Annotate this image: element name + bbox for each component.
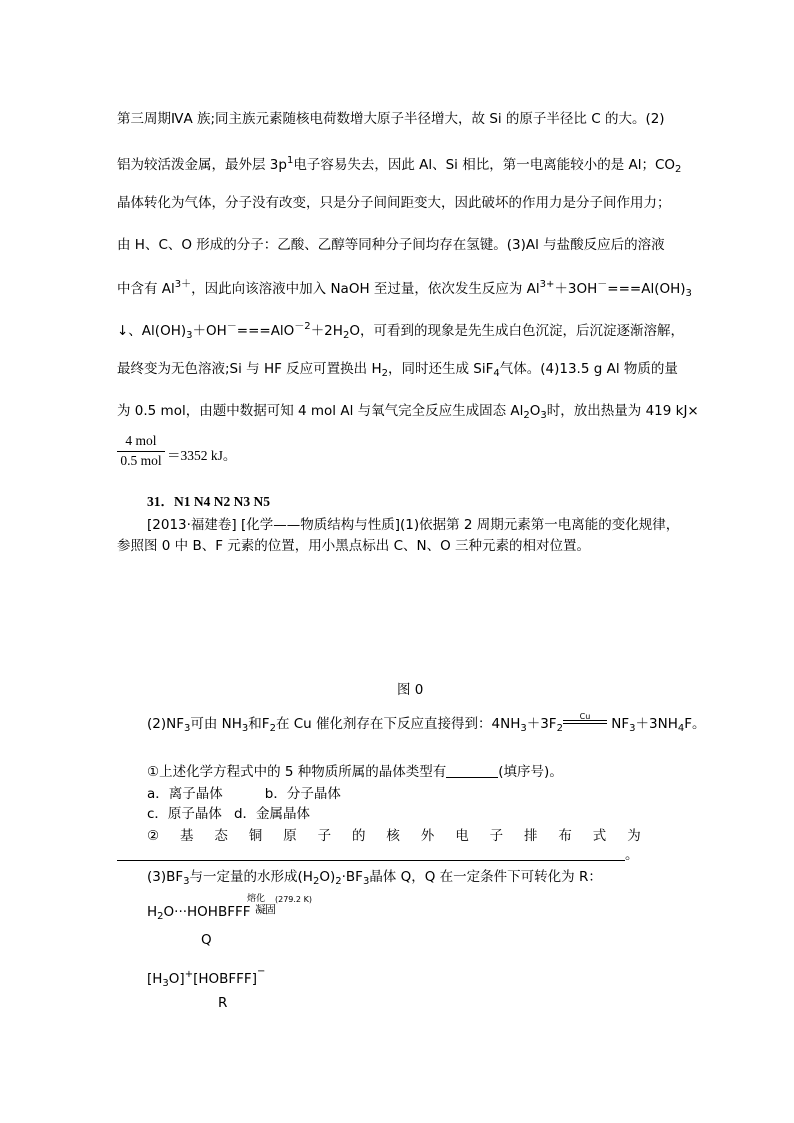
analysis-line-3: 晶体转化为气体，分子没有改变，只是分子间间距变大，因此破坏的作用力是分子间作用力； <box>117 195 671 211</box>
label-r: R <box>218 995 228 1011</box>
figure-caption: 图 0 <box>397 682 424 698</box>
option-row-1 <box>147 786 341 802</box>
question-1-line-1: [2013·福建卷] [化学——物质结构与性质](1)依据第 2 周期元素第一电离能的变化规律， <box>147 517 680 533</box>
sub-question-1: ①上述化学方程式中的 5 种物质所属的晶体类型有 (填序号)。 <box>147 764 563 780</box>
sub-question-2: ② 基 态 铜 原 子 的 核 外 电 子 排 布 式 为 <box>147 828 645 844</box>
question-2-equation: $(2)NF_3$可由 $NH_3$和$F_2$在 Cu 催化剂存在下反应直接得到：$4NH_3+3F_2$ Cu $NF_3+3NH_4F$。 <box>147 712 705 737</box>
answer-blank-2[interactable] <box>117 848 625 861</box>
label-q: Q <box>201 932 212 948</box>
analysis-line-6: ↓、$Al(OH)_3+OH^-===AlO^{-2}+2H_2O$，可看到的现象是先生成白色沉淀，后沉淀逐渐溶解， <box>117 321 684 341</box>
analysis-line-8: 为 0.5 mol，由题中数据可知 4 mol Al 与氧气完全反应生成固态 $Al_2O_3$时，放出热量为 419 kJ× <box>117 403 699 421</box>
question-code: 31．N1 N4 N2 N3 N5 <box>147 494 270 509</box>
analysis-line-5: 中含有 $Al^{3+}$，因此向该溶液中加入 NaOH 至过量，依次发生反应为 $Al^{3+}+3OH^-===Al(OH)_3$ <box>117 279 692 299</box>
question-3-intro: $(3)BF_3$与一定量的水形成$(H_2O)_2\cdot BF_3$晶体 Q，Q 在一定条件下可转化为 R： <box>147 869 602 887</box>
analysis-line-7: 最终变为无色溶液;Si 与 HF 反应可置换出 $H_2$，同时还生成 SiF$_4$气体。(4)13.5 g Al 物质的量 <box>117 361 678 379</box>
option-c: c．原子晶体 <box>147 806 222 822</box>
equals-arrow <box>563 712 607 728</box>
option-b: b．分子晶体 <box>264 786 341 802</box>
question-1-line-2: 参照图 0 中 B、F 元素的位置，用小黑点标出 C、N、O 三种元素的相对位置。 <box>117 538 591 554</box>
option-row-2 <box>147 806 310 822</box>
melting-arrow-label: 熔化 (279.2 K) 凝固 <box>247 894 312 916</box>
answer-blank-2-row: 。 <box>117 847 639 863</box>
option-a: a．离子晶体 <box>147 786 223 802</box>
analysis-line-1: 第三周期ⅣA 族;同主族元素随核电荷数增大原子半径增大，故 Si 的原子半径比 C 的大。(2) <box>117 111 665 127</box>
analysis-line-2: 铝为较活泼金属，最外层 $3p^1$电子容易失去，因此 Al、Si 相比，第一电离能较小的是 Al；$CO_2$ <box>117 155 682 175</box>
catalyst-label: Cu <box>579 712 591 721</box>
option-d: d．金属晶体 <box>233 806 311 822</box>
analysis-line-4: 由 H、C、O 形成的分子：乙酸、乙醇等同种分子间均存在氢键。(3)Al 与盐酸反应后的溶液 <box>117 237 665 253</box>
heat-fraction <box>117 433 267 473</box>
fraction-numerator: 4 mol <box>125 433 157 448</box>
fraction-denominator: 0.5 mol <box>120 453 162 468</box>
structure-r: $[H_3O]^+[HOBFFF]^-$ <box>147 966 266 989</box>
answer-blank-1[interactable] <box>446 765 498 778</box>
fraction-result: ＝3352 kJ。 <box>167 448 237 463</box>
structure-q: $H_2O\cdot\cdot\cdot HOHBFFF$ <box>147 904 251 922</box>
fraction-bar <box>117 451 165 452</box>
